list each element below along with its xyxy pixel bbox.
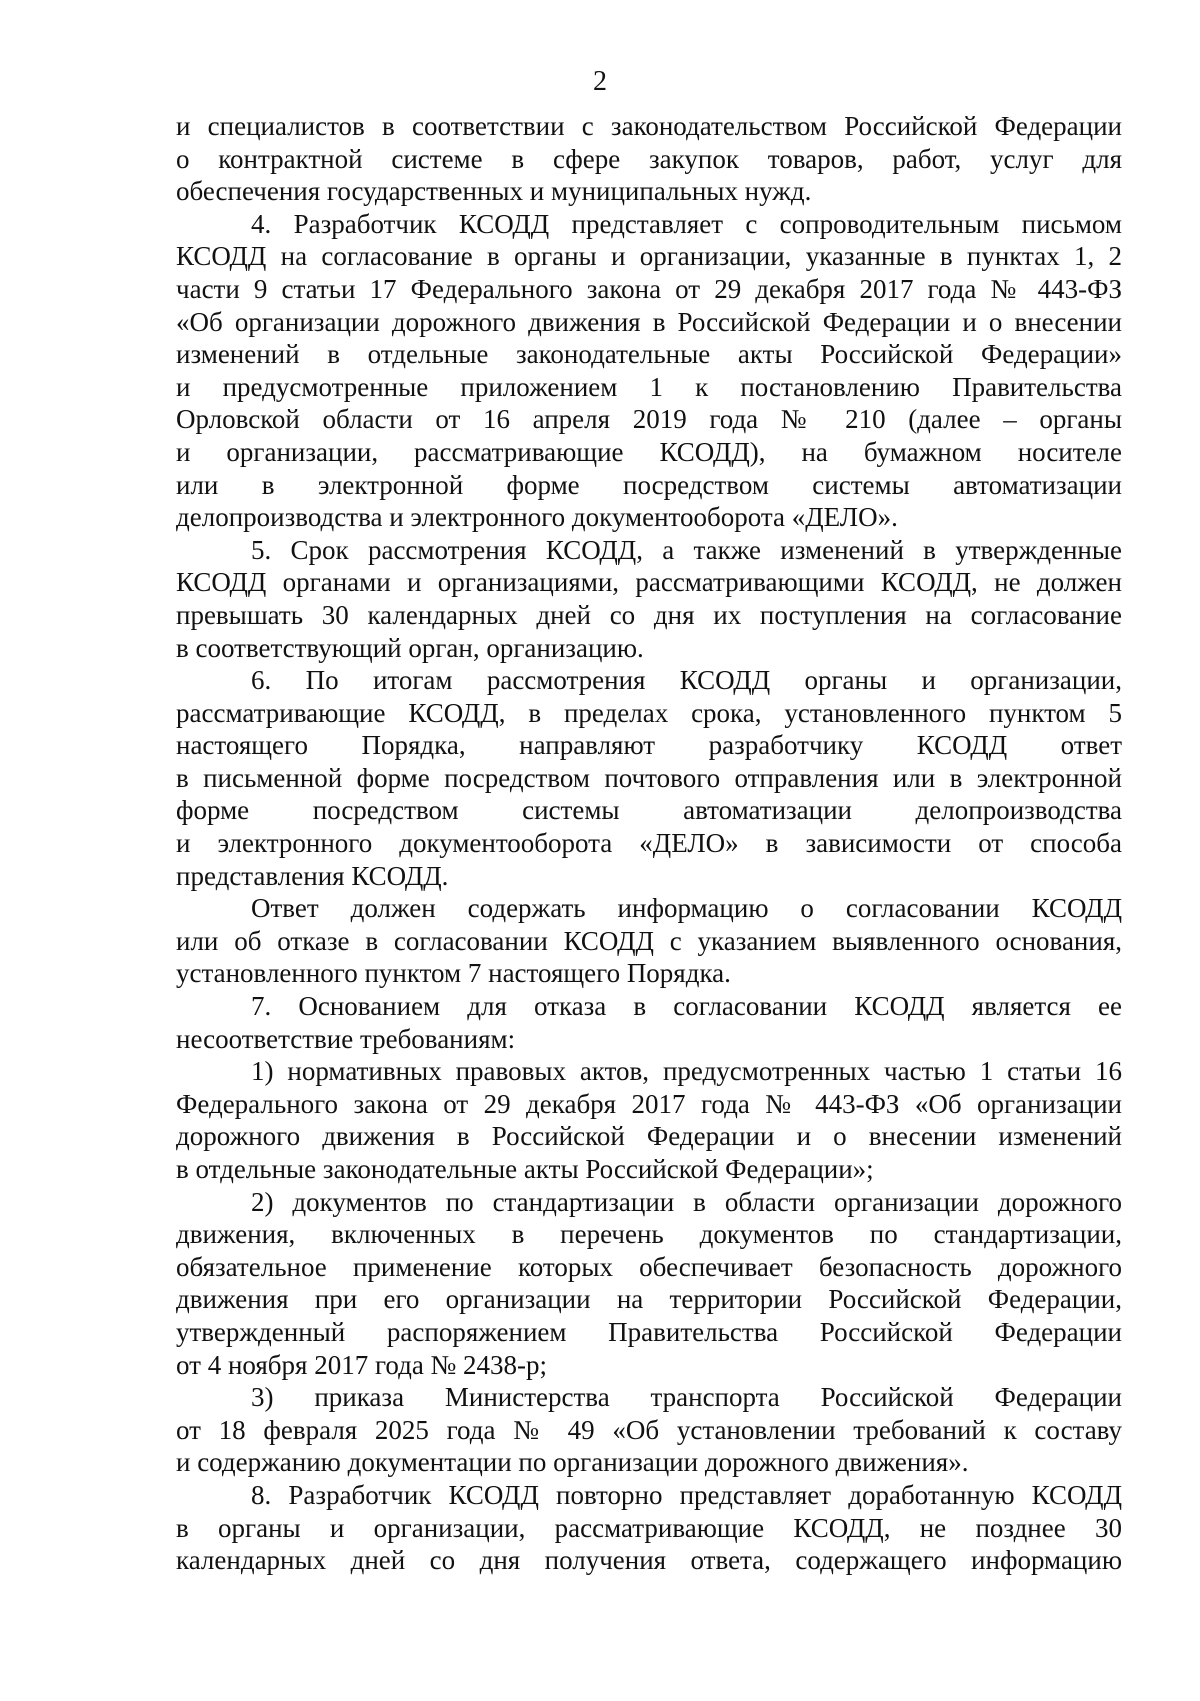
- text-line: движения, включенных в перечень документов по стандартизации,: [176, 1219, 1122, 1250]
- text-line: делопроизводства и электронного документооборота «ДЕЛО».: [176, 502, 898, 533]
- text-line: и предусмотренные приложением 1 к постановлению Правительства: [176, 371, 1122, 402]
- paragraph-p0: [176, 110, 1122, 208]
- text-line: в отдельные законодательные акты Российской Федерации»;: [176, 1154, 874, 1184]
- paragraph-p5: [176, 534, 1122, 664]
- text-line: и организации, рассматривающие КСОДД), на бумажном носителе: [176, 436, 1122, 467]
- text-line: утвержденный распоряжением Правительства Российской Федерации: [176, 1316, 1122, 1347]
- paragraph-p7_1: [176, 1055, 1122, 1185]
- text-line: от 4 ноября 2017 года № 2438-р;: [176, 1349, 548, 1380]
- text-line: 4. Разработчик КСОДД представляет с сопроводительным письмом: [251, 208, 1122, 239]
- text-line: 3) приказа Министерства транспорта Российской Федерации: [251, 1382, 1122, 1413]
- paragraph-p6: [176, 664, 1122, 892]
- document-body: [176, 110, 1122, 1577]
- text-line: в органы и организации, рассматривающие КСОДД, не позднее 30: [176, 1512, 1122, 1543]
- paragraph-p6b: [176, 892, 1122, 990]
- text-line: и содержанию документации по организации дорожного движения».: [176, 1447, 969, 1478]
- page-number: 2: [593, 66, 607, 97]
- text-line: обязательное применение которых обеспечивает безопасность дорожного: [176, 1251, 1122, 1282]
- text-line: 5. Срок рассмотрения КСОДД, а также изменений в утвержденные: [251, 534, 1122, 565]
- text-line: 1) нормативных правовых актов, предусмотренных частью 1 статьи 16: [251, 1056, 1122, 1087]
- text-line: Ответ должен содержать информацию о согласовании КСОДД: [251, 893, 1122, 924]
- text-line: представления КСОДД.: [176, 860, 449, 891]
- text-line: несоответствие требованиям:: [176, 1023, 516, 1054]
- text-line: КСОДД органами и организациями, рассматривающими КСОДД, не должен: [176, 567, 1122, 598]
- text-line: форме посредством системы автоматизации делопроизводства: [176, 795, 1122, 826]
- text-line: части 9 статьи 17 Федерального закона от 29 декабря 2017 года № 443-ФЗ: [176, 273, 1122, 304]
- text-line: установленного пунктом 7 настоящего Порядка.: [176, 958, 731, 989]
- paragraph-p7_3: [176, 1381, 1122, 1479]
- text-line: обеспечения государственных и муниципальных нужд.: [176, 176, 812, 207]
- text-line: настоящего Порядка, направляют разработчику КСОДД ответ: [176, 730, 1122, 761]
- text-line: 6. По итогам рассмотрения КСОДД органы и организации,: [251, 665, 1122, 696]
- text-line: о контрактной системе в сфере закупок товаров, работ, услуг для: [176, 143, 1122, 174]
- text-line: от 18 февраля 2025 года № 49 «Об установлении требований к составу: [176, 1414, 1122, 1445]
- paragraph-p7: [176, 990, 1122, 1055]
- text-line: в соответствующий орган, организацию.: [176, 632, 644, 663]
- text-line: или в электронной форме посредством системы автоматизации: [176, 469, 1122, 500]
- text-line: 2) документов по стандартизации в области организации дорожного: [251, 1186, 1122, 1217]
- paragraph-p8: [176, 1479, 1122, 1577]
- text-line: календарных дней со дня получения ответа, содержащего информацию: [176, 1545, 1122, 1576]
- text-line: рассматривающие КСОДД, в пределах срока, установленного пунктом 5: [176, 697, 1122, 728]
- text-line: в письменной форме посредством почтового отправления или в электронной: [176, 762, 1122, 793]
- paragraph-p4: [176, 208, 1122, 534]
- text-line: дорожного движения в Российской Федерации и о внесении изменений: [176, 1121, 1122, 1152]
- text-line: изменений в отдельные законодательные акты Российской Федерации»: [176, 339, 1122, 370]
- text-line: движения при его организации на территории Российской Федерации,: [176, 1284, 1122, 1315]
- text-line: КСОДД на согласование в органы и организации, указанные в пунктах 1, 2: [176, 241, 1122, 272]
- text-line: или об отказе в согласовании КСОДД с указанием выявленного основания,: [176, 925, 1122, 956]
- text-line: и специалистов в соответствии с законодательством Российской Федерации: [176, 111, 1122, 141]
- text-line: превышать 30 календарных дней со дня их поступления на согласование: [176, 599, 1122, 630]
- text-line: 8. Разработчик КСОДД повторно представляет доработанную КСОДД: [251, 1479, 1122, 1510]
- text-line: 7. Основанием для отказа в согласовании КСОДД является ее: [251, 991, 1122, 1022]
- text-line: «Об организации дорожного движения в Российской Федерации и о внесении: [176, 306, 1122, 337]
- text-line: Орловской области от 16 апреля 2019 года № 210 (далее – органы: [176, 404, 1122, 435]
- text-line: Федерального закона от 29 декабря 2017 года № 443-ФЗ «Об организации: [176, 1088, 1122, 1119]
- text-line: и электронного документооборота «ДЕЛО» в зависимости от способа: [176, 828, 1122, 859]
- paragraph-p7_2: [176, 1186, 1122, 1382]
